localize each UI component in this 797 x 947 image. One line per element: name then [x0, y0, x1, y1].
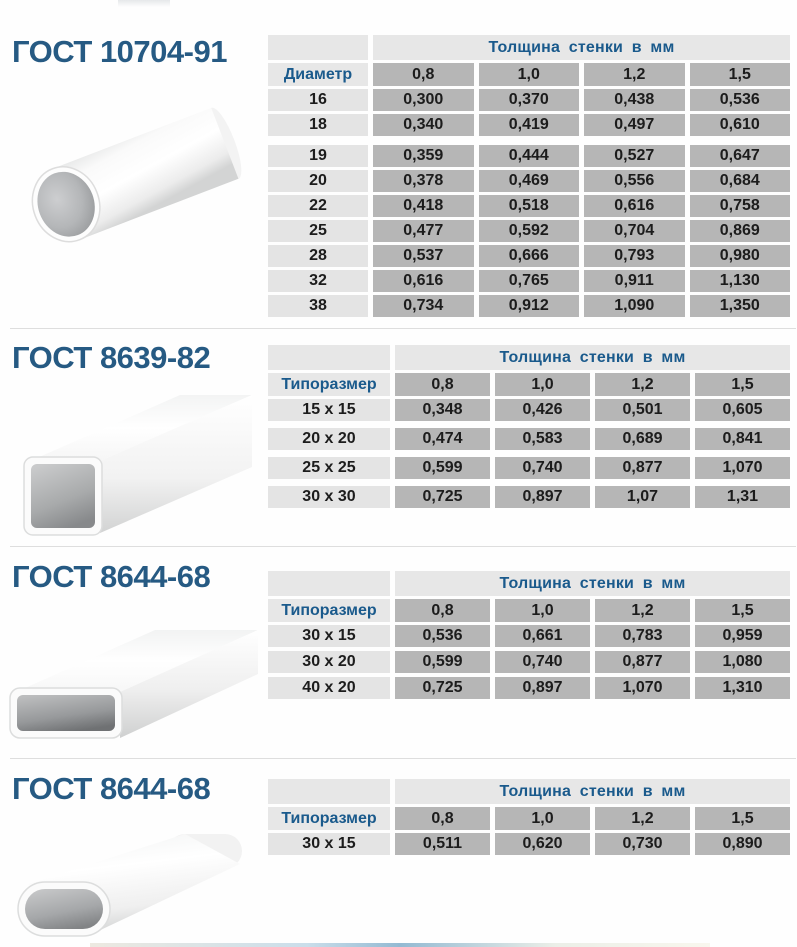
weight-value-cell: 0,536: [395, 625, 490, 647]
row-label-header-cell: Типоразмер: [268, 373, 390, 396]
size-label-cell: 30 x 20: [268, 651, 390, 673]
weight-value-cell: 0,877: [595, 651, 690, 673]
weight-value-cell: 1,350: [690, 295, 791, 317]
weight-value-cell: 0,689: [595, 428, 690, 450]
weight-value-cell: 0,666: [479, 245, 580, 267]
table-row: [268, 195, 790, 217]
weights-table-gost-8644-68-oval: [268, 779, 790, 858]
weight-value-cell: 0,592: [479, 220, 580, 242]
weight-value-cell: 0,869: [690, 220, 791, 242]
row-label-header-cell: Типоразмер: [268, 807, 390, 830]
square-pipe-image: [4, 385, 260, 545]
thickness-column-header-cell: 0,8: [395, 599, 490, 622]
section-divider: [10, 546, 796, 547]
weight-value-cell: 0,980: [690, 245, 791, 267]
weight-value-cell: 1,130: [690, 270, 791, 292]
weight-value-cell: 0,725: [395, 486, 490, 508]
size-label-cell: 20: [268, 170, 368, 192]
thickness-column-header-cell: 1,5: [690, 63, 791, 86]
weight-value-cell: 0,527: [584, 145, 685, 167]
weight-value-cell: 0,501: [595, 399, 690, 421]
corner-spacer-cell: [268, 779, 390, 804]
thickness-column-header-cell: 1,0: [479, 63, 580, 86]
round-pipe-image: [4, 90, 260, 268]
weight-value-cell: 0,537: [373, 245, 474, 267]
table-row: [268, 428, 790, 450]
weights-table-gost-8644-68-rect: [268, 571, 790, 703]
weight-value-cell: 0,348: [395, 399, 490, 421]
weight-value-cell: 0,877: [595, 457, 690, 479]
weight-value-cell: 1,080: [695, 651, 790, 673]
weight-value-cell: 0,359: [373, 145, 474, 167]
table-row: [268, 145, 790, 167]
size-label-cell: 30 x 15: [268, 625, 390, 647]
weight-value-cell: 0,897: [495, 486, 590, 508]
row-label-header-cell: Типоразмер: [268, 599, 390, 622]
section-divider: [10, 328, 796, 329]
weight-value-cell: 0,911: [584, 270, 685, 292]
weight-value-cell: 0,740: [495, 457, 590, 479]
weight-value-cell: 1,310: [695, 677, 790, 699]
size-label-cell: 40 x 20: [268, 677, 390, 699]
weight-value-cell: 0,370: [479, 89, 580, 111]
weight-value-cell: 0,605: [695, 399, 790, 421]
weight-value-cell: 0,511: [395, 833, 490, 855]
size-label-cell: 18: [268, 114, 368, 136]
thickness-column-header-cell: 1,5: [695, 807, 790, 830]
weight-value-cell: 0,734: [373, 295, 474, 317]
weight-value-cell: 0,378: [373, 170, 474, 192]
weights-table-gost-10704-91: [268, 35, 790, 320]
size-label-cell: 15 x 15: [268, 399, 390, 421]
thickness-column-header-cell: 1,5: [695, 599, 790, 622]
size-label-cell: 30 x 30: [268, 486, 390, 508]
section-title-gost-8644-68: ГОСТ 8644-68: [12, 559, 211, 594]
wall-thickness-header-cell: Толщина стенки в мм: [373, 35, 790, 60]
table-row: [268, 114, 790, 136]
thickness-column-header-cell: 1,2: [595, 599, 690, 622]
weight-value-cell: 0,725: [395, 677, 490, 699]
table-row: [268, 170, 790, 192]
weight-value-cell: 0,616: [584, 195, 685, 217]
weight-value-cell: 1,31: [695, 486, 790, 508]
rect-pipe-image: [0, 598, 265, 753]
weight-value-cell: 0,477: [373, 220, 474, 242]
size-label-cell: 25: [268, 220, 368, 242]
oval-pipe-image: [0, 812, 265, 947]
size-label-cell: 16: [268, 89, 368, 111]
weight-value-cell: 0,518: [479, 195, 580, 217]
table-row: [268, 270, 790, 292]
thickness-column-header-cell: 1,2: [595, 807, 690, 830]
thickness-column-header-cell: 1,5: [695, 373, 790, 396]
wall-thickness-header-cell: Толщина стенки в мм: [395, 345, 790, 370]
weight-value-cell: 0,841: [695, 428, 790, 450]
weight-value-cell: 0,890: [695, 833, 790, 855]
weight-value-cell: 0,704: [584, 220, 685, 242]
weight-value-cell: 0,758: [690, 195, 791, 217]
weight-value-cell: 0,610: [690, 114, 791, 136]
section-divider: [10, 758, 796, 759]
weight-value-cell: 0,765: [479, 270, 580, 292]
size-label-cell: 28: [268, 245, 368, 267]
weight-value-cell: 0,959: [695, 625, 790, 647]
corner-spacer-cell: [268, 345, 390, 370]
weight-value-cell: 0,340: [373, 114, 474, 136]
size-label-cell: 38: [268, 295, 368, 317]
section-title-gost-10704-91: ГОСТ 10704-91: [12, 34, 227, 69]
weight-value-cell: 0,536: [690, 89, 791, 111]
weight-value-cell: 0,599: [395, 457, 490, 479]
size-label-cell: 30 x 15: [268, 833, 390, 855]
weight-value-cell: 0,300: [373, 89, 474, 111]
weight-value-cell: 1,090: [584, 295, 685, 317]
weights-table-gost-8639-82: [268, 345, 790, 508]
weight-value-cell: 1,07: [595, 486, 690, 508]
wall-thickness-header-cell: Толщина стенки в мм: [395, 571, 790, 596]
weight-value-cell: 0,620: [495, 833, 590, 855]
thickness-column-header-cell: 0,8: [395, 807, 490, 830]
thickness-column-header-cell: 1,0: [495, 599, 590, 622]
size-label-cell: 19: [268, 145, 368, 167]
row-label-header-cell: Диаметр: [268, 63, 368, 86]
weight-value-cell: 0,783: [595, 625, 690, 647]
weight-value-cell: 0,661: [495, 625, 590, 647]
thickness-column-header-cell: 1,0: [495, 373, 590, 396]
top-edge-artifact: [118, 0, 170, 7]
wall-thickness-header-cell: Толщина стенки в мм: [395, 779, 790, 804]
weight-value-cell: 0,684: [690, 170, 791, 192]
weight-value-cell: 0,647: [690, 145, 791, 167]
weight-value-cell: 0,912: [479, 295, 580, 317]
weight-value-cell: 0,444: [479, 145, 580, 167]
table-row: [268, 399, 790, 421]
table-row: [268, 625, 790, 647]
section-title-gost-8639-82: ГОСТ 8639-82: [12, 340, 211, 375]
table-row: [268, 245, 790, 267]
weight-value-cell: 1,070: [595, 677, 690, 699]
weight-value-cell: 0,438: [584, 89, 685, 111]
table-row: [268, 677, 790, 699]
table-row: [268, 486, 790, 508]
corner-spacer-cell: [268, 35, 368, 60]
table-row: [268, 457, 790, 479]
weight-value-cell: 0,730: [595, 833, 690, 855]
size-label-cell: 25 x 25: [268, 457, 390, 479]
corner-spacer-cell: [268, 571, 390, 596]
thickness-column-header-cell: 1,2: [584, 63, 685, 86]
weight-value-cell: 0,556: [584, 170, 685, 192]
weight-value-cell: 0,583: [495, 428, 590, 450]
thickness-column-header-cell: 0,8: [395, 373, 490, 396]
bottom-edge-artifact: [90, 943, 710, 947]
table-row: [268, 833, 790, 855]
weight-value-cell: 0,419: [479, 114, 580, 136]
weight-value-cell: 0,418: [373, 195, 474, 217]
weight-value-cell: 0,793: [584, 245, 685, 267]
table-row: [268, 220, 790, 242]
table-row: [268, 295, 790, 317]
weight-value-cell: 0,474: [395, 428, 490, 450]
size-label-cell: 32: [268, 270, 368, 292]
size-label-cell: 20 x 20: [268, 428, 390, 450]
table-row: [268, 651, 790, 673]
thickness-column-header-cell: 0,8: [373, 63, 474, 86]
weight-value-cell: 0,599: [395, 651, 490, 673]
weight-value-cell: 0,897: [495, 677, 590, 699]
thickness-column-header-cell: 1,2: [595, 373, 690, 396]
weight-value-cell: 0,497: [584, 114, 685, 136]
table-row: [268, 89, 790, 111]
thickness-column-header-cell: 1,0: [495, 807, 590, 830]
weight-value-cell: 0,469: [479, 170, 580, 192]
weight-value-cell: 1,070: [695, 457, 790, 479]
weight-value-cell: 0,740: [495, 651, 590, 673]
weight-value-cell: 0,426: [495, 399, 590, 421]
section-title-gost-8644-68-oval: ГОСТ 8644-68: [12, 771, 211, 806]
weight-value-cell: 0,616: [373, 270, 474, 292]
size-label-cell: 22: [268, 195, 368, 217]
